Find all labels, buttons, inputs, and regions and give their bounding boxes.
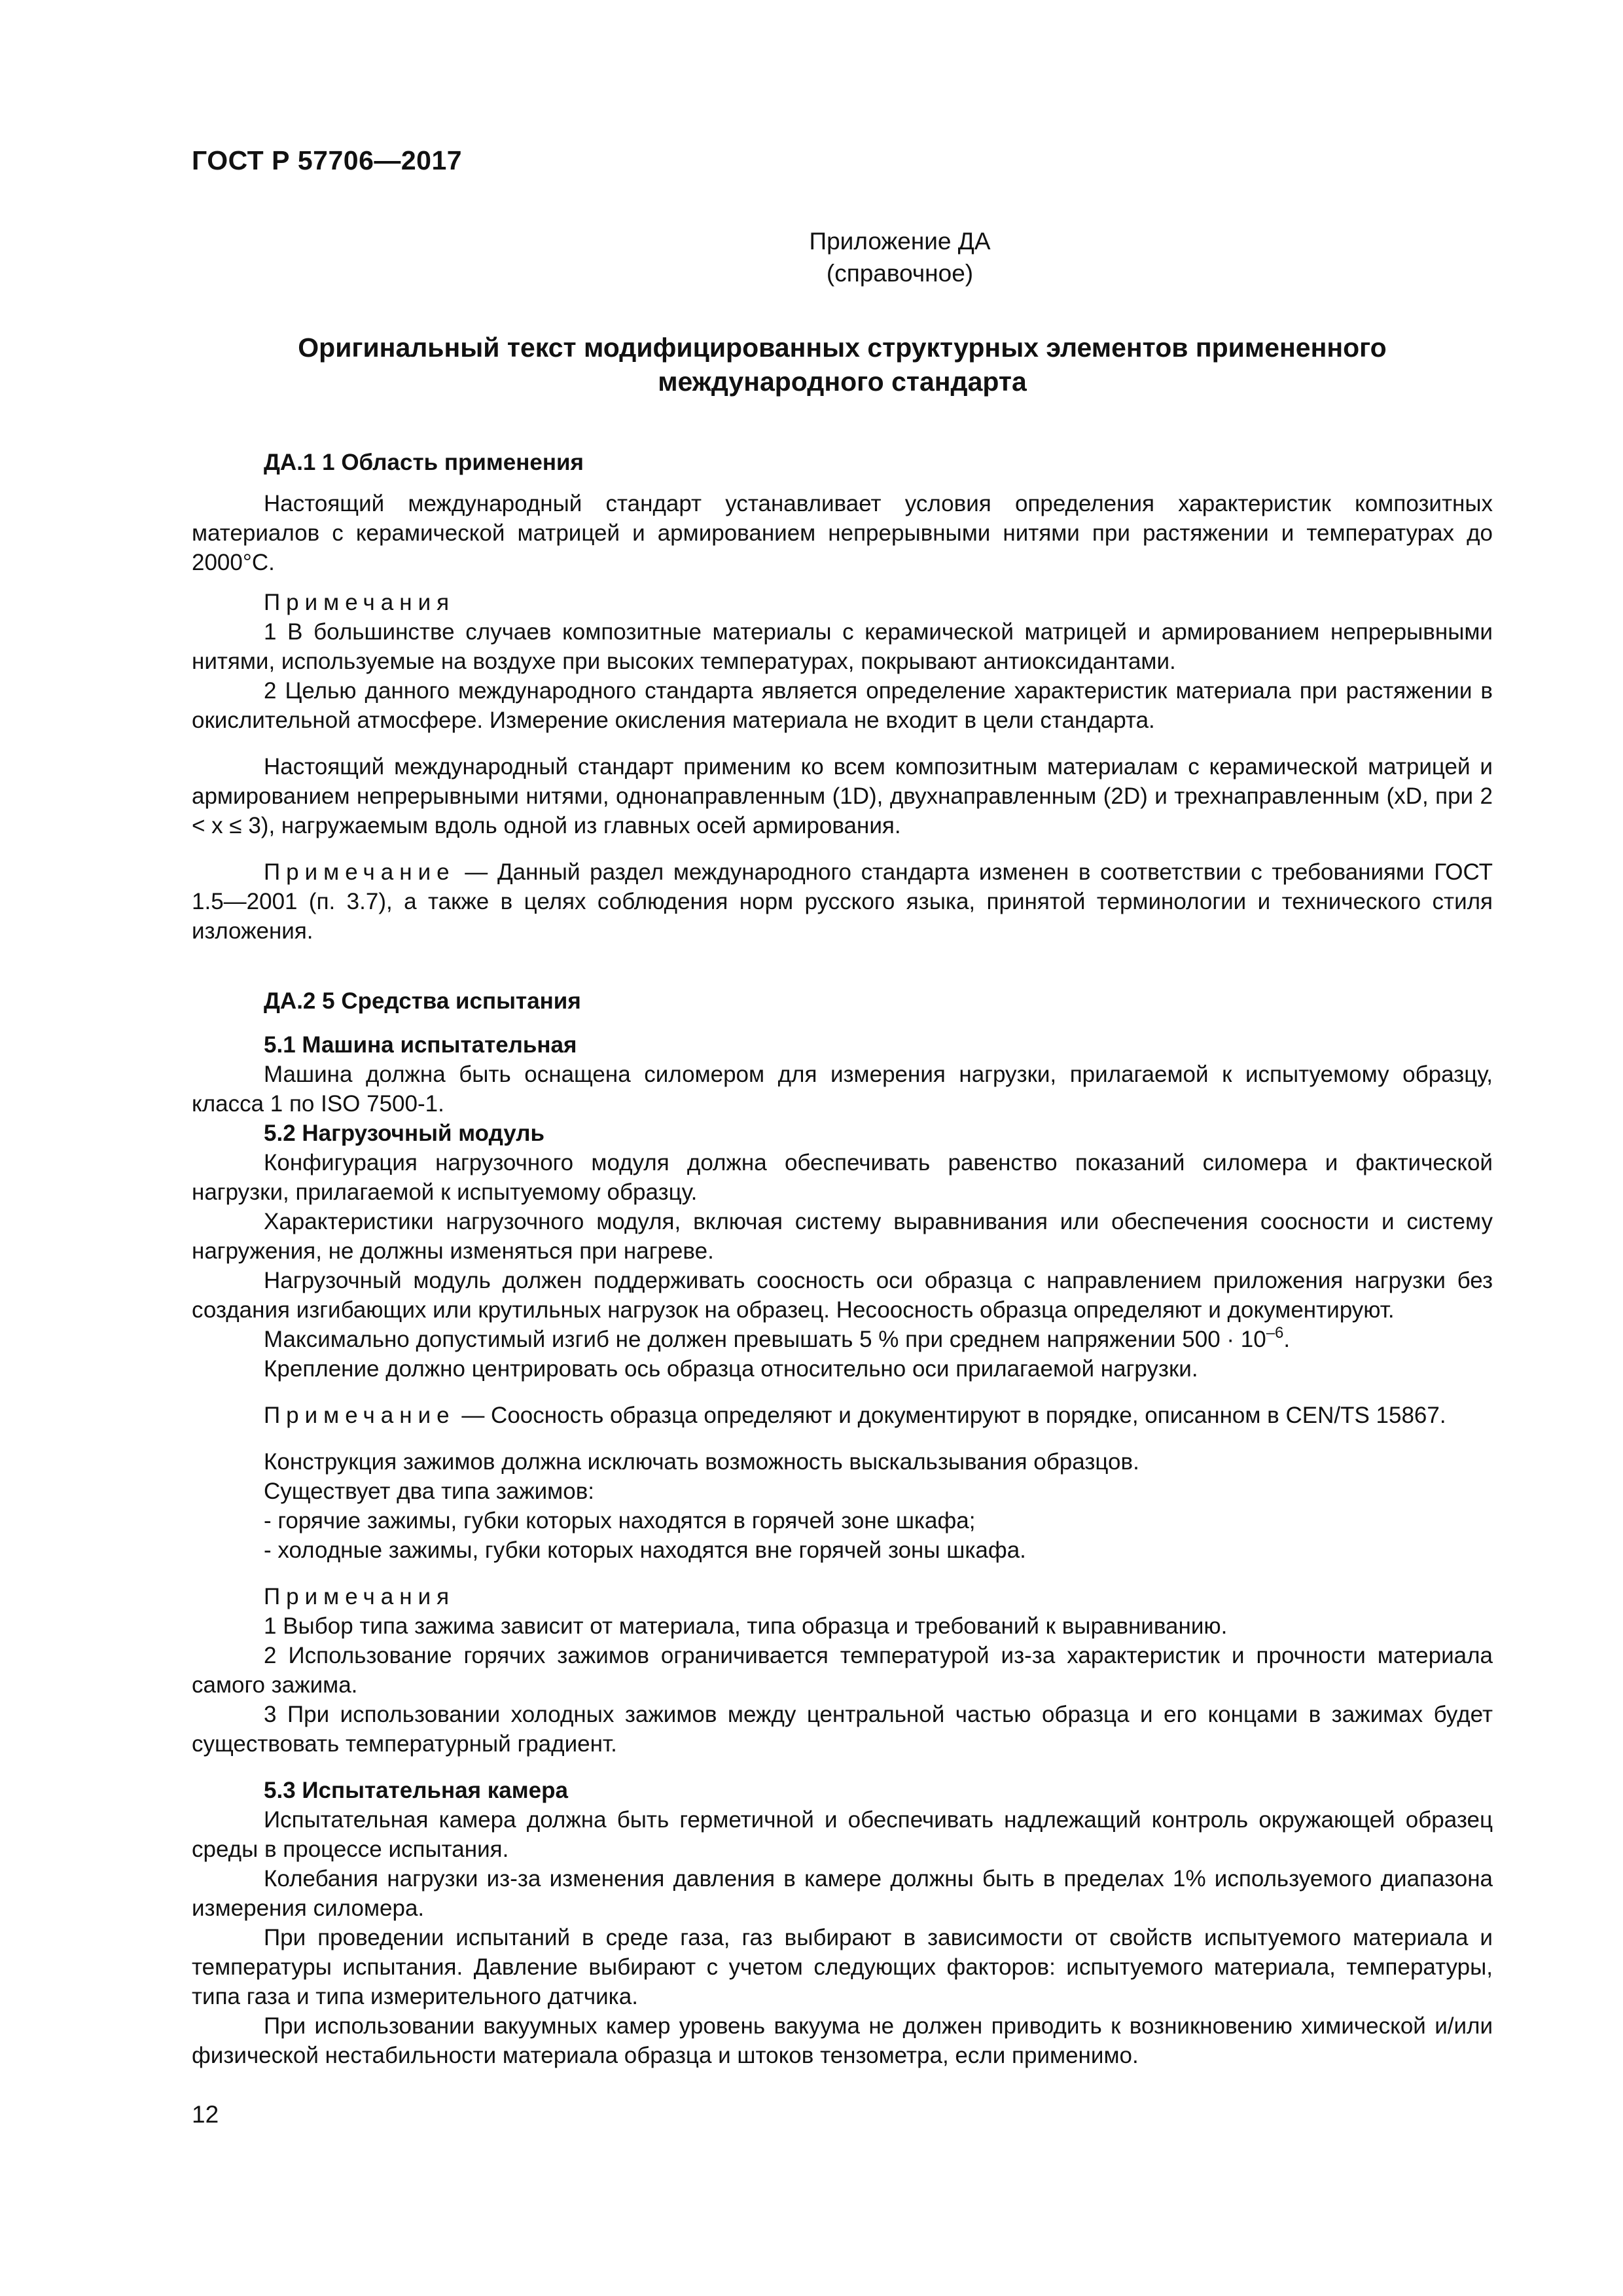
appendix-title-line-2: международного стандарта [658,367,1027,397]
paragraph-chamber-3: При проведении испытаний в среде газа, газ выбирают в зависимости от свойств испытуемого материала и температуры испытания. Давление выбирают с учетом следующих факторов: испытуемого материала, температуры, типа газа и типа измерительного датчика. [192,1925,1493,2009]
paragraph-load-module-2: Характеристики нагрузочного модуля, включая систему выравнивания или обеспечения соосности и систему нагружения, не должны изменяться при нагреве. [192,1209,1493,1264]
grips-note-3: 3 При использовании холодных зажимов между центральной частью образца и его концами в зажимах будет существовать температурный градиент. [192,1702,1493,1757]
paragraph-load-module-1: Конфигурация нагрузочного модуля должна обеспечивать равенство показаний силомера и фактической нагрузки, прилагаемой к испытуемому образцу. [192,1150,1493,1205]
paragraph-grips-1: Конструкция зажимов должна исключать возможность выскальзывания образцов. [264,1449,1139,1475]
paragraph-chamber-4: При использовании вакуумных камер уровень вакуума не должен приводить к возникновению химической и/или физической нестабильности материала образца и штоков тензометра, если применимо. [192,2013,1493,2068]
section-heading-test-means: ДА.2 5 Средства испытания [264,988,581,1014]
appendix-title-line-1: Оригинальный текст модифицированных структурных элементов примененного [298,332,1387,363]
paragraph-chamber-2: Колебания нагрузки из-за изменения давления в камере должны быть в пределах 1% используемого диапазона измерения силомера. [192,1866,1493,1921]
subsection-heading-load-module: 5.2 Нагрузочный модуль [264,1121,544,1146]
paragraph-grips-2: Существует два типа зажимов: [264,1479,595,1504]
notes-label: Примечания [264,590,455,615]
paragraph-load-module-4: Максимально допустимый изгиб не должен превышать 5 % при среднем напряжении $500 \cdot 10^{-6}$. [264,1324,1291,1352]
paragraph-scope-2: Настоящий международный стандарт применим ко всем композитным материалам с керамической матрицей и армированием непрерывными нитями, однонаправленным (1D), двухнаправленным (2D) и трехнаправленным (xD, при 2 < x ≤ 3), нагружаемым вдоль одной из главных осей армирования. [192,754,1493,838]
subsection-heading-test-chamber: 5.3 Испытательная камера [264,1778,568,1803]
list-item-cold-grips: - холодные зажимы, губки которых находятся вне горячей зоны шкафа. [264,1537,1026,1563]
grips-note-1: 1 Выбор типа зажима зависит от материала, типа образца и требований к выравниванию. [264,1613,1228,1639]
appendix-label: Приложение ДА [809,228,991,255]
paragraph-load-module-5: Крепление должно центрировать ось образца относительно оси прилагаемой нагрузки. [264,1356,1198,1382]
section-heading-scope: ДА.1 1 Область применения [264,450,584,475]
note-2: 2 Целью данного международного стандарта является определение характеристик материала при растяжении в окислительной атмосфере. Измерение окисления материала не входит в цели стандарта. [192,678,1493,733]
notes-label-grips: Примечания [264,1584,455,1609]
appendix-type: (справочное) [826,260,974,287]
appendix-title [192,331,1493,399]
page-number: 12 [192,2101,219,2128]
note-3: Примечание — Данный раздел международного стандарта изменен в соответствии с требованиями ГОСТ 1.5—2001 (п. 3.7), а также в целях соблюдения норм русского языка, принятой терминологии и технического стиля изложения. [192,859,1493,944]
subsection-heading-machine: 5.1 Машина испытательная [264,1032,577,1058]
note-1: 1 В большинстве случаев композитные материалы с керамической матрицей и армированием непрерывными нитями, используемые на воздухе при высоких температурах, покрывают антиоксидантами. [192,619,1493,674]
list-item-hot-grips: - горячие зажимы, губки которых находятся в горячей зоне шкафа; [264,1508,976,1534]
paragraph-chamber-1: Испытательная камера должна быть герметичной и обеспечивать надлежащий контроль окружающей образец среды в процессе испытания. [192,1807,1493,1862]
document-code: ГОСТ Р 57706—2017 [192,145,463,175]
note-4: Примечание — Соосность образца определяют и документируют в порядке, описанном в CEN/TS 15867. [264,1403,1446,1428]
document-body [192,448,1493,2070]
appendix-header [0,225,1623,289]
paragraph-machine: Машина должна быть оснащена силомером для измерения нагрузки, прилагаемой к испытуемому образцу, класса 1 по ISO 7500-1. [192,1062,1493,1117]
paragraph-load-module-3: Нагрузочный модуль должен поддерживать соосность оси образца с направлением приложения нагрузки без создания изгибающих или крутильных нагрузок на образец. Несоосность образца определяют и документируют. [192,1268,1493,1323]
paragraph-scope-1: Настоящий международный стандарт устанавливает условия определения характеристик композитных материалов с керамической матрицей и армированием непрерывными нитями при растяжении и температурах до 2000°С. [192,491,1493,575]
grips-note-2: 2 Использование горячих зажимов ограничивается температурой из-за характеристик и прочности материала самого зажима. [192,1643,1493,1698]
